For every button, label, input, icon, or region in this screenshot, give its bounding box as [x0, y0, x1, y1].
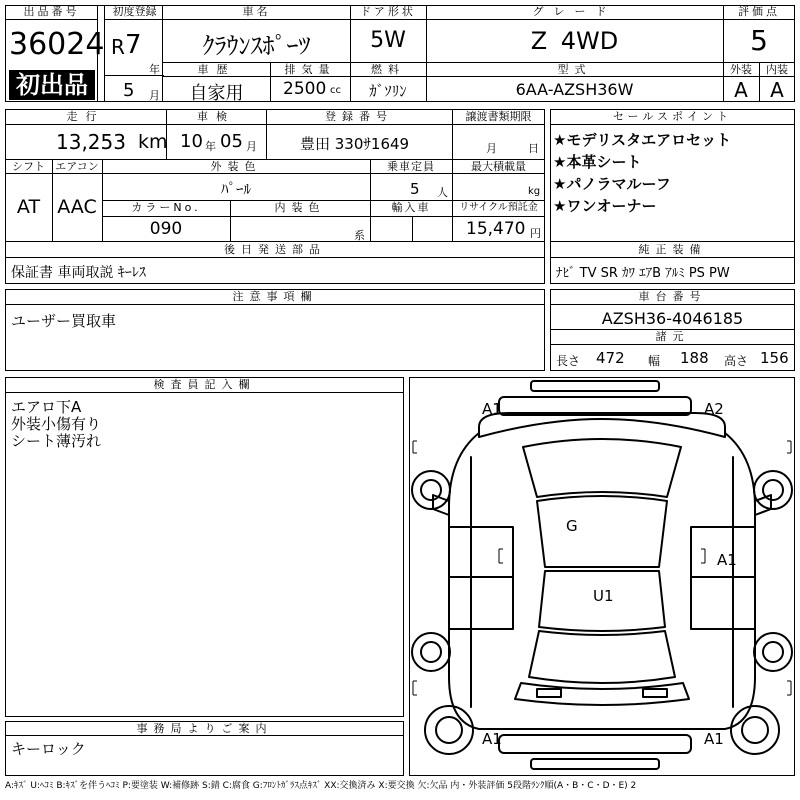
capacity-unit: 人: [437, 186, 448, 199]
aircon: AAC: [57, 196, 97, 218]
length-value: 472: [596, 349, 625, 367]
displacement-unit: cc: [330, 85, 341, 96]
notes: ユーザー買取車: [11, 312, 117, 330]
interior-color-unit: 系: [354, 229, 365, 242]
displacement-label: 排気量: [284, 63, 336, 76]
registration-era: R: [111, 35, 125, 59]
mark-windshield: G: [566, 517, 578, 535]
registration-month: 5: [123, 80, 135, 101]
inspection-year: 10: [180, 131, 203, 152]
inspection-year-unit: 年: [205, 140, 216, 153]
registration-number-label: 登録番号: [325, 110, 393, 123]
mark-right-side: A1: [717, 551, 737, 569]
exterior-grade: A: [734, 78, 748, 102]
equipment: ﾅﾋﾞ TV SR ｶﾜ ｴｱB ｱﾙﾐ PS PW: [556, 266, 730, 281]
later-parts: 保証書 車両取説 ｷｰﾚｽ: [11, 265, 146, 281]
mileage-label: 走行: [66, 110, 105, 123]
max-load-unit: kg: [528, 186, 541, 197]
recycle-fee: 15,470: [466, 219, 526, 239]
notes-label: 注意事項欄: [232, 290, 318, 303]
color-number-label: カラーNo.: [131, 201, 201, 214]
transfer-deadline-label: 譲渡書類期限: [465, 110, 532, 123]
color-number: 090: [149, 219, 183, 239]
inspection-month-unit: 月: [246, 140, 257, 153]
car-diagram-svg: [409, 377, 795, 776]
registration-year: 7: [125, 30, 142, 60]
selling-points-label: セールスポイント: [612, 110, 732, 123]
registration-number: 豊田 330ｻ1649: [300, 135, 410, 153]
inspector-note-3: シート薄汚れ: [11, 432, 102, 450]
transfer-month-unit: 月: [486, 142, 497, 155]
exterior-color-label: 外装色: [210, 160, 262, 173]
model-code: 6AA-AZSH36W: [515, 80, 634, 99]
mark-rear-right: A1: [704, 730, 724, 748]
grade: Z 4WD: [530, 27, 619, 55]
first-registration-label: 初度登録: [105, 5, 164, 20]
office-note: キーロック: [11, 740, 86, 758]
inspection-month: 05: [220, 131, 243, 152]
interior-grade: A: [770, 78, 784, 102]
first-listing-label: 初出品: [16, 71, 88, 99]
inspector-note-2: 外装小傷有り: [11, 415, 102, 433]
aircon-label: エアコン: [55, 160, 99, 173]
recycle-unit: 円: [530, 227, 541, 240]
equipment-label: 純正装備: [638, 243, 707, 256]
registration-year-unit: 年: [149, 63, 160, 76]
car-name-label: 車名: [163, 5, 350, 20]
recycle-label: リサイクル預託金: [459, 202, 538, 213]
length-label: 長さ: [556, 354, 581, 368]
lot-number: 36024: [9, 27, 105, 62]
transfer-day-unit: 日: [528, 142, 539, 155]
inspector-note-1: エアロ下A: [11, 398, 82, 416]
office-label: 事務局よりご案内: [136, 722, 273, 735]
mark-rear-left: A1: [482, 730, 502, 748]
height-label: 高さ: [724, 354, 749, 368]
door-type: 5W: [370, 28, 406, 53]
mark-front-left: A1: [482, 400, 502, 418]
inspector-label: 検査員記入欄: [153, 378, 256, 391]
exterior-grade-label: 外装: [730, 63, 752, 76]
door-label: ドア形状: [350, 5, 426, 20]
score: 5: [750, 24, 768, 57]
lot-block: [5, 5, 105, 102]
selling-point-4: ★ワンオーナー: [553, 197, 657, 215]
selling-point-3: ★パノラマルーフ: [553, 175, 671, 193]
capacity-label: 乗車定員: [387, 160, 435, 173]
first-listing-badge: [9, 70, 95, 100]
capacity: 5: [410, 180, 420, 198]
score-label: 評価点: [723, 5, 795, 20]
lot-label: 出品番号: [5, 5, 98, 20]
chassis-number: AZSH36-4046185: [601, 309, 744, 328]
shift-label: シフト: [12, 160, 45, 173]
fuel-label: 燃料: [371, 63, 405, 76]
chassis-label: 車台番号: [638, 290, 707, 303]
mileage-unit: km: [138, 131, 168, 153]
interior-grade-label: 内装: [766, 63, 788, 76]
fuel: ｶﾞｿﾘﾝ: [369, 82, 407, 100]
model-code-label: 型式: [557, 63, 592, 76]
width-label: 幅: [648, 354, 661, 368]
exterior-color: ﾊﾟｰﾙ: [220, 180, 251, 198]
mark-front-right: A2: [704, 400, 724, 418]
specs-label: 諸元: [655, 330, 690, 343]
shift: AT: [16, 196, 41, 218]
mileage: 13,253: [56, 130, 126, 154]
max-load-label: 最大積載量: [471, 160, 526, 173]
history-label: 車歴: [197, 63, 236, 76]
grade-label: グレード: [426, 5, 723, 20]
car-name: ｸﾗｳﾝｽﾎﾟｰﾂ: [202, 32, 311, 60]
displacement: 2500: [283, 79, 327, 99]
selling-point-1: ★モデリスタエアロセット: [553, 131, 732, 149]
selling-point-2: ★本革シート: [553, 153, 642, 171]
mark-roof: U1: [593, 587, 614, 605]
history: 自家用: [189, 83, 244, 104]
height-value: 156: [760, 349, 789, 367]
import-label: 輸入車: [391, 201, 431, 214]
width-value: 188: [680, 349, 709, 367]
first-registration-block: [104, 5, 163, 102]
later-parts-label: 後日発送部品: [224, 243, 326, 256]
registration-month-unit: 月: [149, 89, 160, 102]
interior-color-label: 内装色: [274, 201, 326, 214]
legend: A:ｷｽﾞ U:ﾍｺﾐ B:ｷｽﾞを伴うﾍｺﾐ P:要塗装 W:補修跡 S:錆 C:腐食 G:ﾌﾛﾝﾄｶﾞﾗｽ点ｷｽﾞ XX:交換済み X:要交換 欠:欠品 内・外装評価 5段階ﾗﾝｸ順(A・B・C・D・E) 2: [5, 781, 637, 791]
inspection-label: 車検: [197, 110, 235, 123]
